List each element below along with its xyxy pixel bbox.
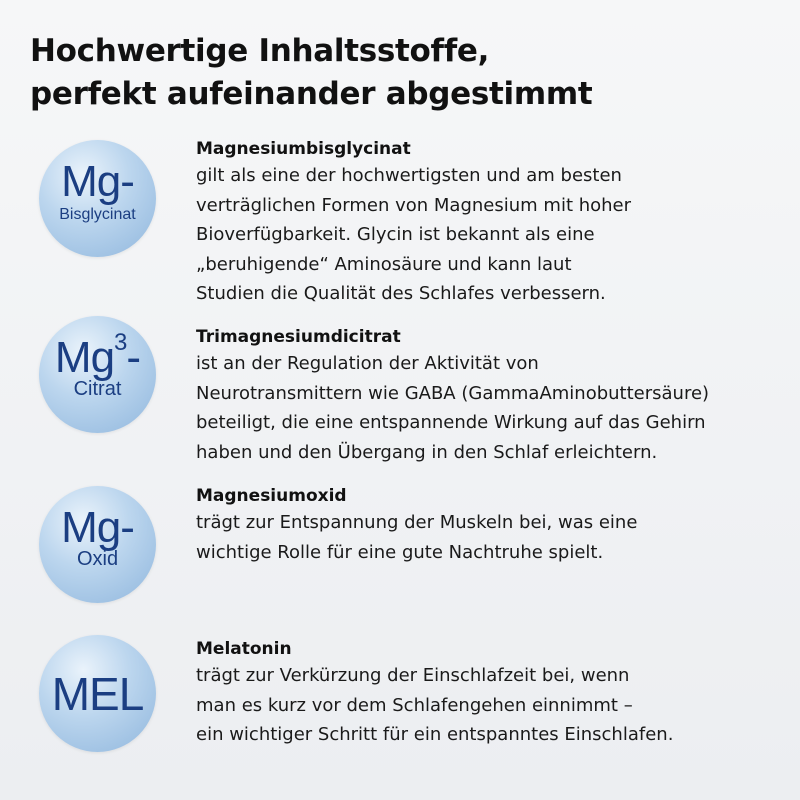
description-line: gilt als eine der hochwertigsten und am besten — [196, 165, 622, 186]
badge-subtitle: Bisglycinat — [59, 206, 136, 223]
badge-superscript: 3 — [114, 329, 127, 357]
headline-line-1: Hochwertige Inhaltsstoffe, — [30, 33, 490, 69]
mg-bisglycinat-badge — [39, 140, 156, 257]
ingredient-description — [196, 349, 786, 467]
ingredient-text — [196, 484, 786, 567]
mg-oxid-badge — [39, 486, 156, 603]
ingredient-text — [196, 325, 786, 467]
ingredient-description — [196, 661, 786, 750]
ingredient-text — [196, 137, 786, 309]
description-line: ist an der Regulation der Aktivität von — [196, 353, 539, 374]
description-line: Bioverfügbarkeit. Glycin ist bekannt als eine — [196, 224, 595, 245]
description-line: „beruhigende“ Aminosäure und kann laut — [196, 253, 572, 275]
mel-badge — [39, 635, 156, 752]
badge-subtitle: Citrat — [73, 378, 122, 400]
description-line: Studien die Qualität des Schlafes verbessern. — [196, 283, 606, 304]
ingredient-name: Magnesiumoxid — [196, 486, 347, 506]
description-line: trägt zur Entspannung der Muskeln bei, was eine — [196, 512, 638, 533]
description-line: wichtige Rolle für eine gute Nachtruhe spielt. — [196, 541, 604, 563]
description-line: man es kurz vor dem Schlafengehen einnimmt – — [196, 694, 633, 716]
ingredient-text — [196, 637, 786, 750]
ingredient-name: Trimagnesiumdicitrat — [196, 327, 401, 347]
ingredient-name: Melatonin — [196, 639, 292, 659]
description-line: ein wichtiger Schritt für ein entspanntes Einschlafen. — [196, 724, 674, 745]
description-line: haben und den Übergang in den Schlaf erleichtern. — [196, 441, 658, 463]
ingredient-description — [196, 161, 786, 309]
badge-symbol: Mg- — [61, 503, 134, 552]
headline-line-2: perfekt aufeinander abgestimmt — [30, 76, 593, 112]
badge-symbol: Mg$^3$- — [54, 329, 141, 382]
mg-citrat-badge — [39, 316, 156, 433]
badge-subtitle: Oxid — [76, 548, 119, 570]
ingredient-name: Magnesiumbisglycinat — [196, 139, 411, 159]
description-line: trägt zur Verkürzung der Einschlafzeit bei, wenn — [196, 665, 630, 686]
badge-symbol: Mg- — [61, 157, 134, 206]
page-headline — [30, 30, 592, 116]
description-line: verträglichen Formen von Magnesium mit hoher — [196, 194, 632, 216]
ingredient-description — [196, 508, 786, 567]
description-line: beteiligt, die eine entspannende Wirkung auf das Gehirn — [196, 412, 706, 433]
description-line: Neurotransmittern wie GABA (GammaAminobuttersäure) — [196, 382, 710, 404]
badge-symbol: MEL — [51, 668, 144, 720]
